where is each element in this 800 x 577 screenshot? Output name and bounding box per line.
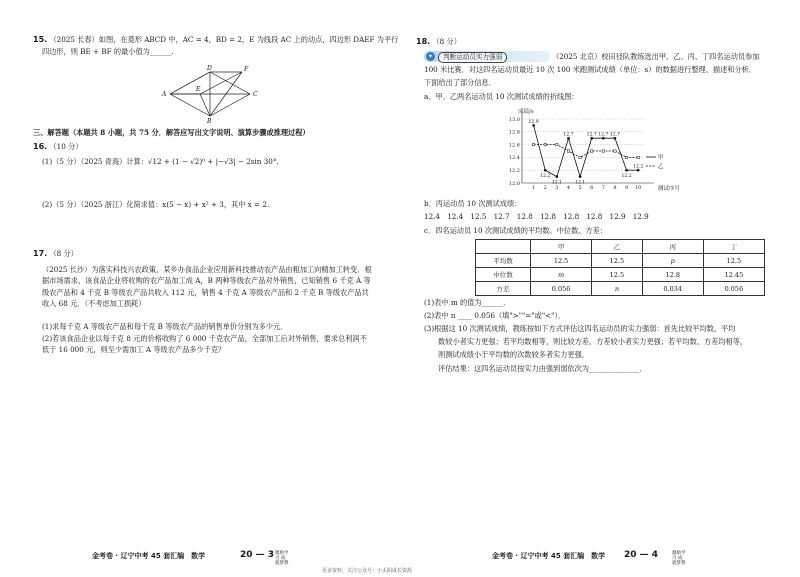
bottom-promo-note: 更多资料，关注公众号：小太阳成长资源 xyxy=(322,568,413,574)
right-footer-page: 20 — 4 xyxy=(624,550,659,560)
data-label: 12.1 xyxy=(574,180,586,186)
q18-a-label: a．甲、乙两名运动员 10 次测试成绩的折线图： xyxy=(424,92,579,101)
x-tick-label: 4 xyxy=(566,185,571,191)
legend-label: 乙 xyxy=(658,164,664,170)
table-row xyxy=(476,254,765,268)
table-row xyxy=(476,282,765,296)
q16-part2: (2)（5 分）（2025 浙江）化简求值：x(5 − x) + x² + 3，其中 x = 2. xyxy=(42,200,270,209)
data-point xyxy=(544,143,546,145)
table-cell: p xyxy=(642,254,703,268)
x-tick-label: 6 xyxy=(590,185,594,191)
q18-c-label: c．四名运动员 10 次测试成绩的平均数、中位数、方差： xyxy=(424,226,608,235)
table-header-cell: 丁 xyxy=(703,240,764,254)
legend-label: 甲 xyxy=(658,155,664,161)
table-cell: 12.5 xyxy=(592,268,642,282)
left-footer-logo: 激励学习 成就梦想 xyxy=(275,551,289,566)
q18-intro3: 下面给出了部分信息． xyxy=(424,78,496,87)
data-label: 12.2 xyxy=(540,174,551,180)
table-cell: 12.45 xyxy=(703,268,764,282)
data-label: 12.9 xyxy=(528,119,539,125)
q18-sub3-line3: 则测试成绩小于平均数的次数较多者实力更强． xyxy=(438,350,589,359)
table-cell: 平均数 xyxy=(476,254,531,268)
right-footer-title: 金考卷 · 辽宁中考 45 套汇编 数学 xyxy=(492,552,606,560)
q18-b-values: 12.4 12.4 12.5 12.7 12.8 12.8 12.8 12.8 12.9 12.9 xyxy=(424,212,649,221)
table-cell: 12.5 xyxy=(703,254,764,268)
data-label: 12.7 xyxy=(598,132,609,138)
data-point xyxy=(567,150,569,152)
label-c: C xyxy=(253,91,258,98)
q18-intro1: （2025 北京）校田径队教练选出甲、乙、丙、丁四名运动员参加 xyxy=(552,52,760,61)
data-point xyxy=(591,150,593,152)
section3-heading: 三、解答题（本题共 8 小题，共 75 分．解答应写出文字说明、演算步骤或推理过程） xyxy=(33,128,310,137)
table-cell: m xyxy=(531,268,592,282)
data-point xyxy=(544,169,547,172)
parallelogram-daef xyxy=(170,72,242,94)
table-cell: 12.5 xyxy=(531,254,592,268)
q15-text: （2025 长春）如图，在菱形 ABCD 中，AC = 4，BD = 2，E 为线段 AC 上的动点，四边形 DAEF 为平行 xyxy=(49,35,399,44)
table-cell: 12.8 xyxy=(642,268,703,282)
q18-sub1: (1)表中 m 的值为______． xyxy=(424,298,511,307)
segment-be xyxy=(200,94,210,116)
table-cell: 0.034 xyxy=(642,282,703,296)
label-a: A xyxy=(162,91,167,98)
data-point xyxy=(637,156,639,158)
series-line-yi xyxy=(534,145,639,158)
q18-sub3-line2: 数较小者实力更强；若平均数相等，则比较方差，方差较小者实力更强；若平均数、方差均相等， xyxy=(438,337,748,346)
y-tick-label: 12.4 xyxy=(508,155,520,162)
table-cell: 12.5 xyxy=(592,254,642,268)
q18-b-label: b．丙运动员 10 次测试成绩： xyxy=(424,199,522,208)
table-header-cell: 甲 xyxy=(531,240,592,254)
x-tick-label: 5 xyxy=(578,185,582,191)
x-tick-label: 10 xyxy=(635,185,642,191)
y-tick-label: 12.0 xyxy=(508,180,520,187)
label-d: D xyxy=(207,65,212,72)
data-point xyxy=(556,143,558,145)
table-header-cell xyxy=(476,240,531,254)
left-footer-title: 金考卷 · 辽宁中考 45 套汇编 数学 xyxy=(92,552,206,560)
q18-sub3-line1: (3)根据这 10 次测试成绩，教练按如下方式评估这四名运动员的实力强弱：首先比较平均数，平均 xyxy=(424,324,736,333)
table-row xyxy=(476,268,765,282)
q18-intro2: 100 米比赛．对这四名运动员最近 10 次 100 米跑测试成绩（单位：s）的数据进行整理、描述和分析． xyxy=(424,65,757,74)
table-header-row xyxy=(476,240,765,254)
stats-table xyxy=(475,239,765,296)
data-label: 12.7 xyxy=(609,132,621,138)
q18-score: （8 分） xyxy=(432,37,461,46)
label-f: F xyxy=(244,66,249,73)
x-tick-label: 8 xyxy=(613,185,617,191)
label-e: E xyxy=(196,86,201,93)
left-footer-page: 20 — 3 xyxy=(240,550,275,560)
q18-badge-text: 判断运动员实力强弱 xyxy=(438,52,507,63)
data-label: 12.7 xyxy=(563,132,574,138)
q18-sub2: (2)表中 n ____ 0.056（填">""="或"<"）． xyxy=(424,311,566,320)
q18-heading xyxy=(416,37,461,47)
data-point xyxy=(625,169,628,172)
table-cell: 方差 xyxy=(476,282,531,296)
y-tick-label: 12.2 xyxy=(508,168,520,174)
q17-heading xyxy=(33,249,78,259)
x-tick-label: 9 xyxy=(624,185,629,191)
table-cell: 0.056 xyxy=(531,282,592,296)
chart-axes xyxy=(522,111,654,183)
star-icon: ✦ xyxy=(427,53,434,60)
data-point xyxy=(625,156,627,158)
q16-number: 16. xyxy=(33,142,48,151)
q18-number: 18. xyxy=(416,37,431,46)
chart-xlabel: 测试序号 xyxy=(658,186,681,192)
q15-line2: 四边形，则 BE + BF 的最小值为______. xyxy=(42,47,174,56)
y-tick-label: 12.8 xyxy=(508,129,520,136)
q17-sub2: (2)若该食品企业以每千克 8 元的价格收购了 6 000 千克农产品，全部加工后对外销售，要求总利润不低于 16 000 元，则至少需加工 A 等级农产品多少千克？ xyxy=(42,334,367,355)
table-header-cell: 乙 xyxy=(592,240,642,254)
q16-part1: (1)（5 分）（2025 青海）计算：√12 + (1 − √2)⁰ + |−√3| − 2sin 30°. xyxy=(42,157,279,166)
q16-score: （10 分） xyxy=(49,142,83,151)
q18-sub3-result: 评估结果：这四名运动员按实力由强到弱依次为______________． xyxy=(438,364,647,373)
table-cell: 中位数 xyxy=(476,268,531,282)
q17-score: （8 分） xyxy=(49,249,78,258)
line-chart xyxy=(500,105,695,195)
table-header-cell: 丙 xyxy=(642,240,703,254)
data-point xyxy=(532,143,534,145)
chart-data-labels xyxy=(529,119,644,186)
data-point xyxy=(614,150,616,152)
x-tick-label: 1 xyxy=(532,185,536,191)
data-label: 12.2 xyxy=(633,164,644,170)
q18-topic-badge xyxy=(424,51,550,62)
x-tick-label: 7 xyxy=(601,185,605,191)
data-label: 12.1 xyxy=(551,180,562,186)
chart-ylabel: 成绩/s xyxy=(518,109,534,115)
y-tick-label: 12.6 xyxy=(508,142,520,149)
data-point xyxy=(579,175,582,178)
data-label: 12.2 xyxy=(621,174,632,180)
rhombus-figure xyxy=(160,64,270,124)
q17-body: （2025 长沙）为落实科技兴农政策，某乡办食品企业应用新科技推动农产品由粗加工向精加工转变．根据市场需求，该食品企业将收购的农产品加工成 A，B 两种等级农产品对外销售，已知销售 6 千克 A 等级农产品和 4 千克 B 等级农产品共收入 112 元，销售 4 千克 A 等级农产品和 2 千克 B 等级农产品共收入 68 元．（不考虑加工损耗） xyxy=(42,265,372,309)
x-tick-label: 2 xyxy=(543,185,547,191)
chart-legend xyxy=(646,153,664,170)
q16-heading xyxy=(33,142,82,152)
q17-sub1: (1)求每千克 A 等级农产品和每千克 B 等级农产品的销售单价分别为多少元． xyxy=(42,322,288,331)
label-b: B xyxy=(207,118,212,124)
q17-number: 17. xyxy=(33,249,48,258)
table-cell: n xyxy=(592,282,642,296)
q15-number: 15. xyxy=(33,35,48,44)
right-footer-logo: 激励学习 成就梦想 xyxy=(672,551,686,566)
data-point xyxy=(556,175,559,178)
y-tick-label: 13.0 xyxy=(508,116,520,123)
data-label: 12.7 xyxy=(586,132,597,138)
q15-line1 xyxy=(33,35,398,45)
data-point xyxy=(602,150,604,152)
data-point xyxy=(579,156,581,158)
table-cell: 0.056 xyxy=(703,282,764,296)
right-page xyxy=(400,0,800,577)
x-tick-label: 3 xyxy=(555,185,559,191)
